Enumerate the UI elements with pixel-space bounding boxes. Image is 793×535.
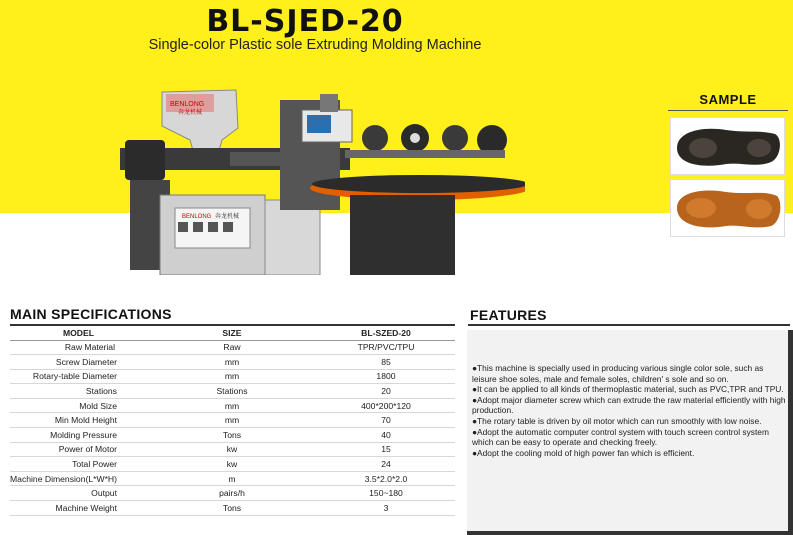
spec-label: Screw Diameter [10,355,147,370]
spec-value: 150~180 [317,486,455,501]
features-list [472,363,790,458]
spec-label: Molding Pressure [10,428,147,443]
table-row [10,486,455,501]
table-header-row [10,327,455,340]
page-subtitle: Single-color Plastic sole Extruding Molding Machine [148,37,482,53]
spec-value: 3.5*2.0*2.0 [317,471,455,486]
spec-value: 40 [317,428,455,443]
spec-label: Stations [10,384,147,399]
feature-item: ●Adopt the automatic computer control system with touch screen control system which can be easy to operate and checking freely. [472,426,769,448]
table-row [10,501,455,516]
table-row [10,442,455,457]
spec-unit: mm [147,369,317,384]
spec-unit: kw [147,442,317,457]
spec-value: 400*200*120 [317,398,455,413]
spec-value: 24 [317,457,455,472]
hopper-brand-cn-label: 奔龙机械 [178,110,203,116]
hopper-brand-label: BENLONG [170,101,205,108]
sample-image-brown-sole [670,179,785,237]
spec-unit: pairs/h [147,486,317,501]
spec-label: Total Power [10,457,147,472]
spec-label: Rotary-table Diameter [10,369,147,384]
features-divider [468,324,790,326]
column-header-model: MODEL [10,327,147,340]
specifications-table [10,327,455,516]
specifications-divider [10,324,455,326]
spec-unit: Stations [147,384,317,399]
cabinet-brand-label: BENLONG [182,214,212,220]
table-row [10,413,455,428]
spec-label: Machine Weight [10,501,147,516]
spec-label: Mold Size [10,398,147,413]
spec-value: 15 [317,442,455,457]
table-row [10,355,455,370]
machine-illustration [120,80,525,275]
spec-value: 1800 [317,369,455,384]
sample-image-black-sole [670,117,785,175]
feature-item: ●Adopt major diameter screw which can extrude the raw material efficiently with high production. [472,394,786,416]
spec-label: Machine Dimension(L*W*H) [10,471,147,486]
page-title: BL-SJED-20 [206,4,404,39]
spec-value: 85 [317,355,455,370]
feature-item: ●This machine is specially used in producing various single color sole, such as leisure shoe soles, male and female soles, children' s sole and so on. [472,363,764,384]
spec-label: Power of Motor [10,442,147,457]
spec-value: 70 [317,413,455,428]
table-row [10,457,455,472]
spec-unit: Tons [147,501,317,516]
spec-value: TPR/PVC/TPU [317,340,455,355]
column-header-value: BL-SZED-20 [317,327,455,340]
spec-label: Min Mold Height [10,413,147,428]
spec-unit: mm [147,355,317,370]
feature-item: ●Adopt the cooling mold of high power fan which is efficient. [472,447,695,458]
spec-unit: m [147,471,317,486]
features-title: FEATURES [470,307,547,323]
sample-divider [668,110,788,111]
spec-label: Output [10,486,147,501]
spec-unit: mm [147,398,317,413]
spec-unit: mm [147,413,317,428]
spec-value: 20 [317,384,455,399]
table-row [10,340,455,355]
table-row [10,428,455,443]
specifications-title: MAIN SPECIFICATIONS [10,306,172,322]
spec-value: 3 [317,501,455,516]
spec-unit: kw [147,457,317,472]
cabinet-brand-cn-label: 奔龙机械 [215,214,240,220]
spec-unit: Tons [147,428,317,443]
feature-item: ●The rotary table is driven by oil motor which can run smoothly with low noise. [472,415,762,426]
feature-item: ●It can be applied to all kinds of thermoplastic material, such as PVC,TPR and TPU. [472,384,784,395]
spec-label: Raw Material [10,340,147,355]
sample-title: SAMPLE [699,92,757,107]
table-row [10,398,455,413]
column-header-size: SIZE [147,327,317,340]
table-row [10,369,455,384]
table-row [10,471,455,486]
table-row [10,384,455,399]
spec-unit: Raw [147,340,317,355]
